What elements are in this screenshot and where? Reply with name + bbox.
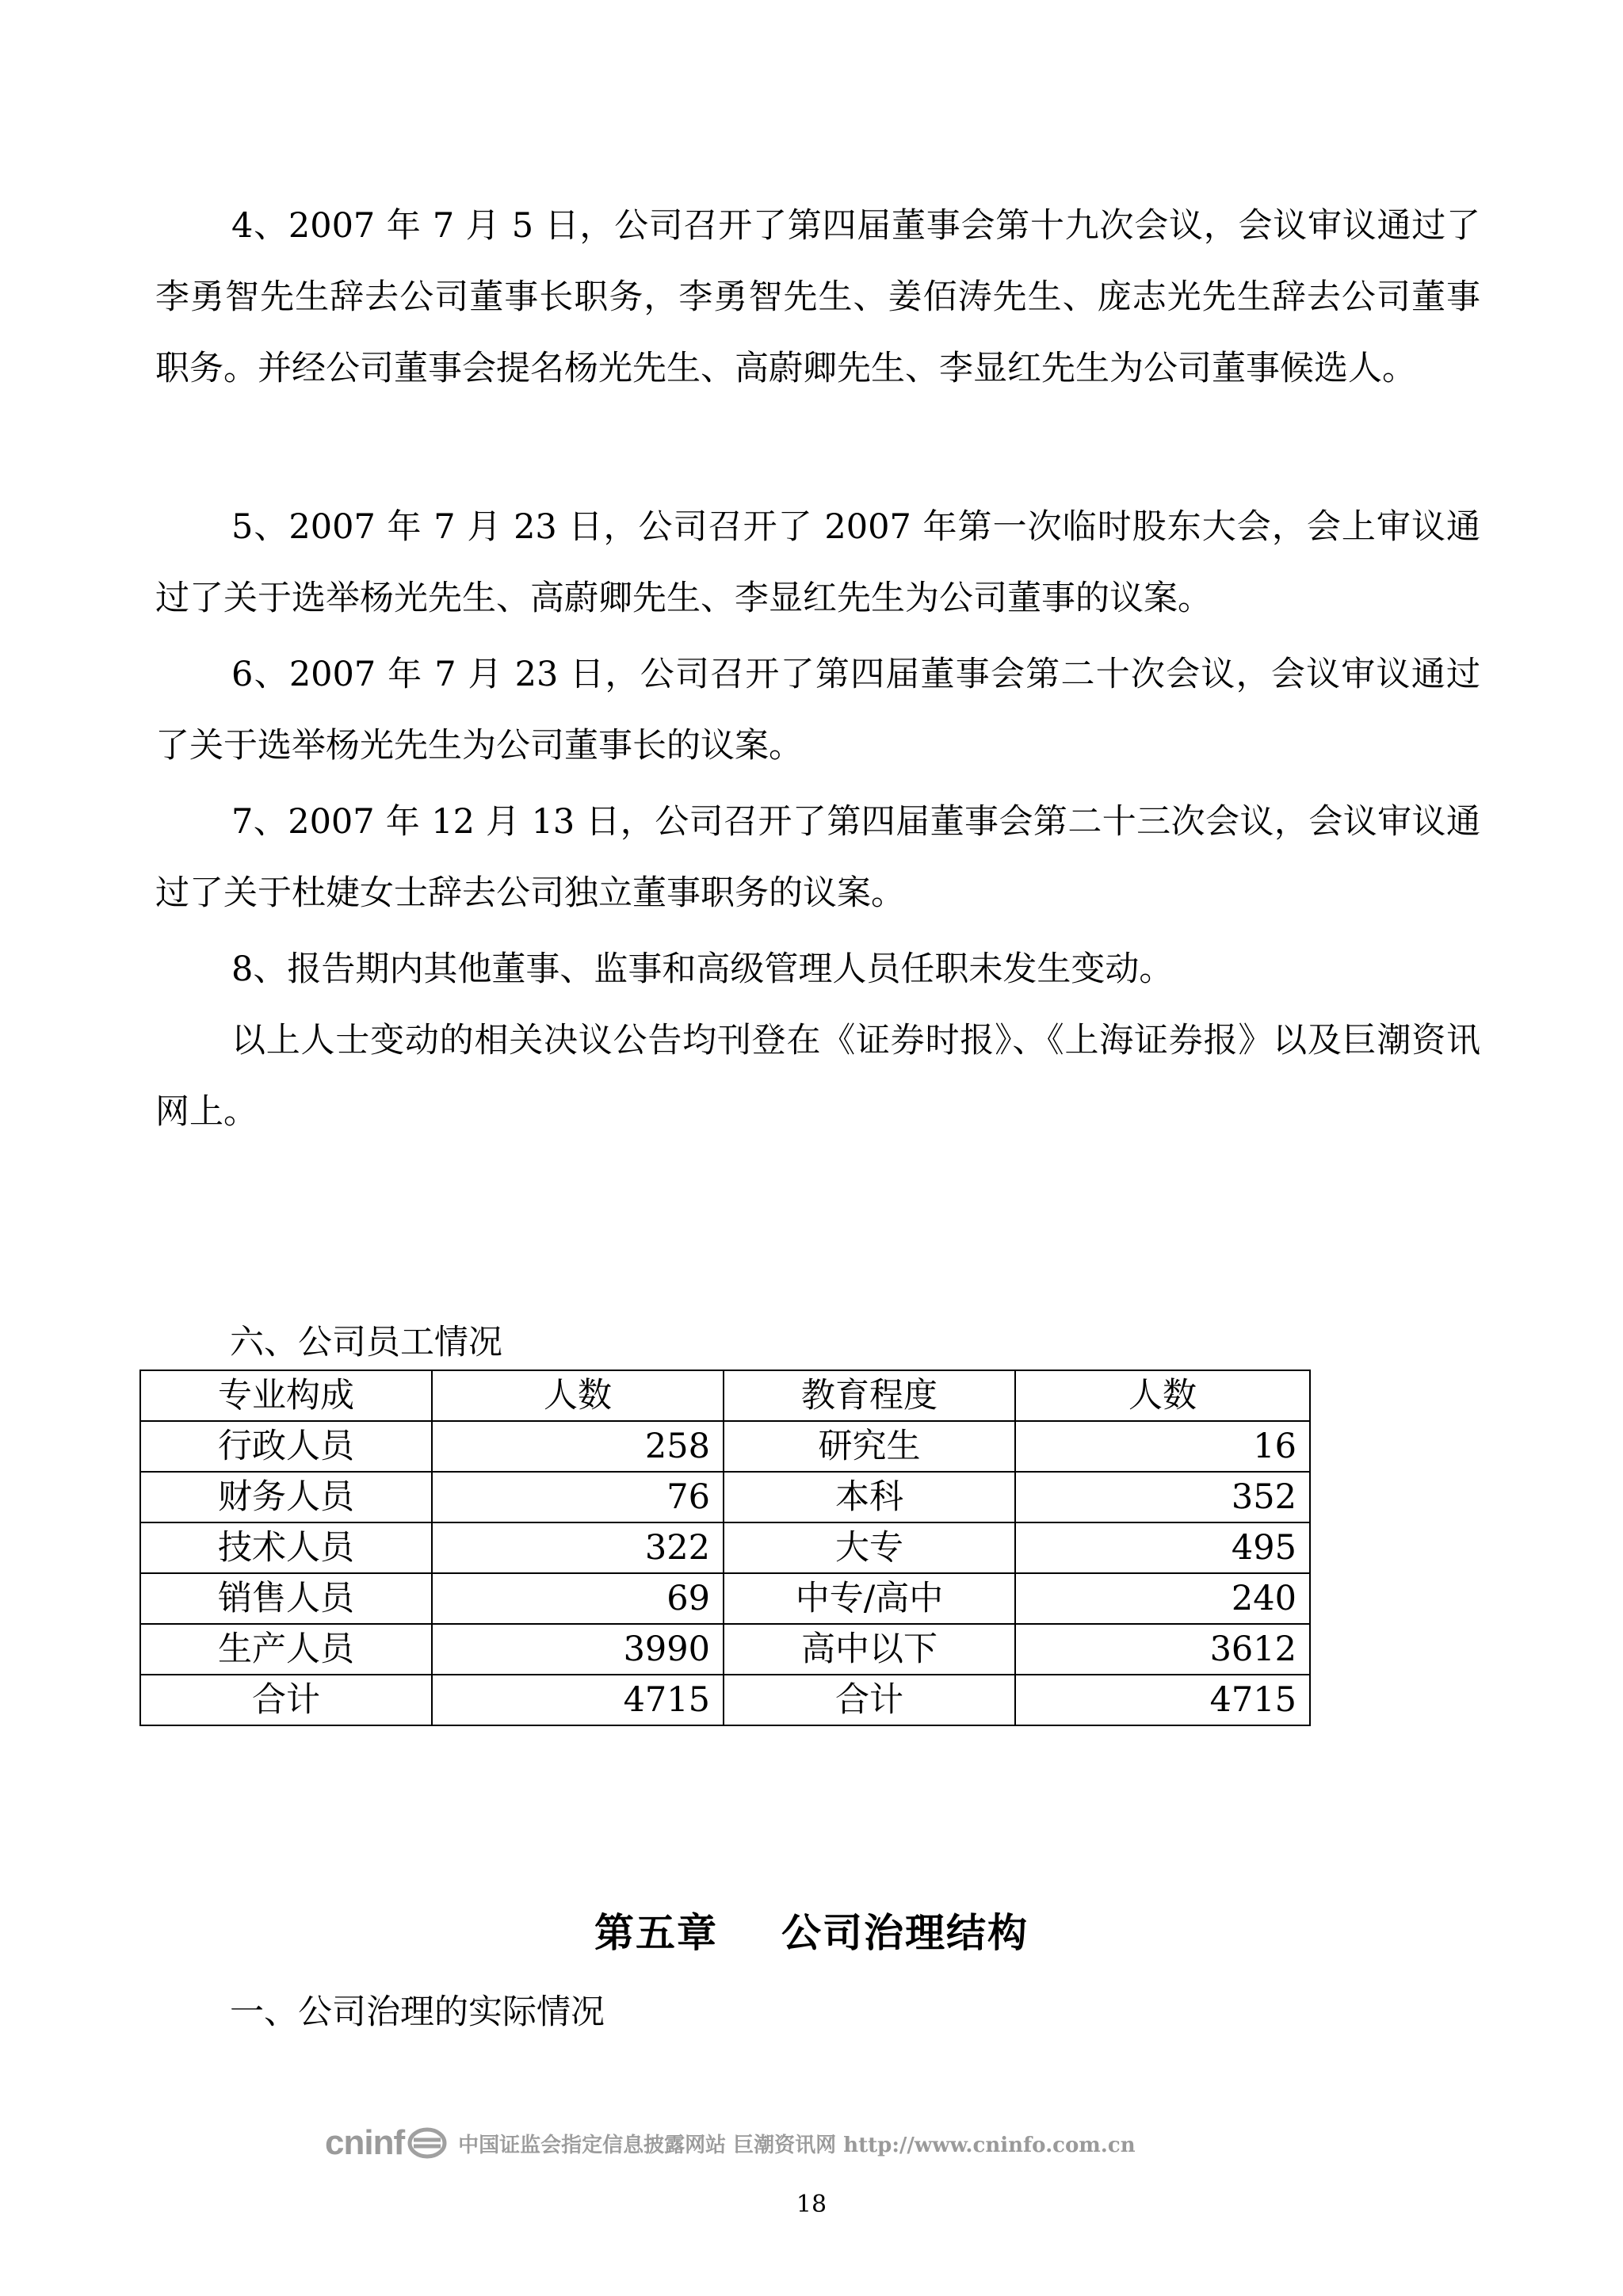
paragraph-item-5: 5、2007 年 7 月 23 日，公司召开了 2007 年第一次临时股东大会，会上审议通过了关于选举杨光先生、高蔚卿先生、李显红先生为公司董事的议案。 (155, 507, 1480, 618)
paragraph-item-7: 7、2007 年 12 月 13 日，公司召开了第四届董事会第二十三次会议，会议审议通过了关于杜婕女士辞去公司独立董事职务的议案。 (155, 802, 1480, 913)
count-cell: 76 (432, 1472, 724, 1522)
count-cell: 69 (432, 1573, 724, 1624)
count-cell: 322 (432, 1522, 724, 1573)
page-number: 18 (796, 2191, 827, 2218)
subsection-heading: 一、公司治理的实际情况 (230, 1992, 605, 2032)
column-header-count: 人数 (432, 1370, 724, 1421)
education-cell: 中专/高中 (724, 1573, 1015, 1624)
education-cell: 高中以下 (724, 1624, 1015, 1675)
table-row (140, 1624, 1310, 1675)
cninfo-logo-text: cninf (325, 2123, 405, 2162)
footer-site-text: 中国证监会指定信息披露网站 巨潮资讯网 http://www.cninfo.com.cn (458, 2133, 1136, 2157)
paragraph-item-8: 8、报告期内其他董事、监事和高级管理人员任职未发生变动。 (231, 949, 1174, 989)
total-count-cell: 4715 (1015, 1675, 1310, 1725)
column-header-profession: 专业构成 (140, 1370, 432, 1421)
chapter-title (0, 1905, 1623, 1961)
table-row (140, 1472, 1310, 1522)
column-header-count: 人数 (1015, 1370, 1310, 1421)
education-cell: 本科 (724, 1472, 1015, 1522)
count-cell: 352 (1015, 1472, 1310, 1522)
total-count-cell: 4715 (432, 1675, 724, 1725)
total-label-cell: 合计 (140, 1675, 432, 1725)
table-total-row (140, 1675, 1310, 1725)
education-cell: 大专 (724, 1522, 1015, 1573)
paragraph-item-6: 6、2007 年 7 月 23 日，公司召开了第四届董事会第二十次会议，会议审议通过了关于选举杨光先生为公司董事长的议案。 (155, 655, 1480, 766)
table-header-row (140, 1370, 1310, 1421)
count-cell: 16 (1015, 1421, 1310, 1472)
chapter-name: 公司治理结构 (781, 1909, 1029, 1956)
table-row (140, 1573, 1310, 1624)
count-cell: 3612 (1015, 1624, 1310, 1675)
staff-table (139, 1370, 1311, 1726)
section-heading-staff: 六、公司员工情况 (230, 1323, 502, 1362)
profession-cell: 行政人员 (140, 1421, 432, 1472)
table-row (140, 1421, 1310, 1472)
column-header-education: 教育程度 (724, 1370, 1015, 1421)
paragraph-announcement-note: 以上人士变动的相关决议公告均刊登在《证券时报》、《上海证券报》以及巨潮资讯网上。 (155, 1021, 1480, 1132)
footer-bar (325, 2121, 1308, 2165)
cninfo-logo-icon (407, 2127, 447, 2159)
paragraph-item-4: 4、2007 年 7 月 5 日，公司召开了第四届董事会第十九次会议，会议审议通过了李勇智先生辞去公司董事长职务，李勇智先生、姜佰涛先生、庞志光先生辞去公司董事职务。并经公司董事会提名杨光先生、高蔚卿先生、李显红先生为公司董事候选人。 (155, 206, 1480, 388)
education-cell: 研究生 (724, 1421, 1015, 1472)
chapter-number: 第五章 (594, 1909, 718, 1956)
profession-cell: 技术人员 (140, 1522, 432, 1573)
total-label-cell: 合计 (724, 1675, 1015, 1725)
count-cell: 3990 (432, 1624, 724, 1675)
count-cell: 495 (1015, 1522, 1310, 1573)
profession-cell: 生产人员 (140, 1624, 432, 1675)
count-cell: 240 (1015, 1573, 1310, 1624)
profession-cell: 财务人员 (140, 1472, 432, 1522)
profession-cell: 销售人员 (140, 1573, 432, 1624)
table-row (140, 1522, 1310, 1573)
count-cell: 258 (432, 1421, 724, 1472)
